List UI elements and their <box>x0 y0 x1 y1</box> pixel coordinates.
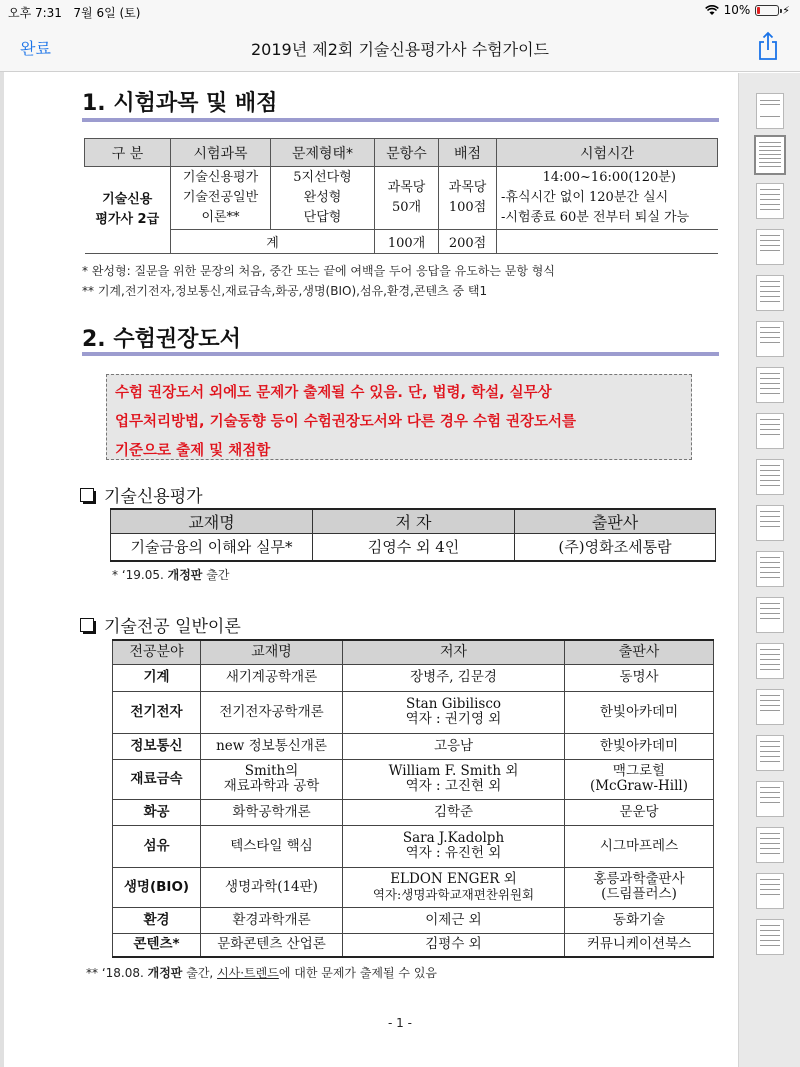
exam-subjects: 기술신용평가 기술전공일반 이론** <box>171 167 271 230</box>
page-thumbnail[interactable] <box>756 505 784 541</box>
status-bar <box>0 0 800 22</box>
page-number: - 1 - <box>388 1016 412 1030</box>
exam-subjects-table <box>84 138 718 254</box>
notice-box: 수험 권장도서 외에도 문제가 출제될 수 있음. 단, 법령, 학설, 실무상 업무처리방법, 기술동향 등이 수험권장도서와 다른 경우 수험 권장도서를 기준으로 출제 및 채점함 <box>106 374 692 460</box>
book-title: 기술금융의 이해와 실무* <box>111 534 313 561</box>
page-thumbnail[interactable] <box>756 321 784 357</box>
total-count: 100개 <box>375 230 439 254</box>
table-header: 교재명 <box>111 509 313 534</box>
page-thumbnail-current[interactable] <box>754 135 786 175</box>
table-header: 저자 <box>343 640 565 664</box>
subsection-tech-major: 기술전공 일반이론 <box>80 612 241 637</box>
section1-underline <box>82 118 719 122</box>
page-thumbnail[interactable] <box>756 367 784 403</box>
note-major-choice: ** 기계,전기전자,정보통신,재료금속,화공,생명(BIO),섬유,환경,콘텐츠 중 택1 <box>82 284 488 298</box>
page-thumbnail[interactable] <box>756 689 784 725</box>
page-thumbnail[interactable] <box>756 919 784 955</box>
table-header: 시험과목 <box>171 139 271 167</box>
tech-credit-book-table <box>110 508 716 562</box>
navigation-bar <box>0 22 800 72</box>
status-time: 오후 7:31 7월 6일 (토) <box>8 6 141 20</box>
page-thumbnail[interactable] <box>756 643 784 679</box>
battery-icon <box>755 5 779 16</box>
page-thumbnail[interactable] <box>756 873 784 909</box>
table-header: 문제형태* <box>271 139 375 167</box>
table-header: 출판사 <box>565 640 714 664</box>
charging-icon: ⚡ <box>782 3 790 17</box>
exam-category: 기술신용 평가사 2급 <box>85 167 171 254</box>
question-types: 5지선다형 완성형 단답형 <box>271 167 375 230</box>
page-thumbnail-sidebar[interactable] <box>738 73 800 1067</box>
score: 과목당 100점 <box>439 167 497 230</box>
checkbox-square-icon <box>80 618 94 632</box>
section1-title: 1. 시험과목 및 배점 <box>82 91 278 116</box>
table-header: 전공분야 <box>113 640 201 664</box>
page-thumbnail[interactable] <box>756 413 784 449</box>
page-thumbnail[interactable] <box>756 183 784 219</box>
table-header: 교재명 <box>201 640 343 664</box>
major-book-table <box>112 639 714 958</box>
table-row: 생명(BIO) 생명과학(14판) ELDON ENGER 외 역자:생명과학교재편찬위원회 홍릉과학출판사 (드림플러스) <box>113 867 714 907</box>
table-row: 기계 새기계공학개론 장병주, 김문경 동명사 <box>113 664 714 691</box>
table-header: 문항수 <box>375 139 439 167</box>
question-count: 과목당 50개 <box>375 167 439 230</box>
table-header: 구 분 <box>85 139 171 167</box>
page-thumbnail[interactable] <box>756 459 784 495</box>
page-thumbnail[interactable] <box>756 551 784 587</box>
table-row: 섬유 텍스타일 핵심 Sara J.Kadolph 역자 : 유진헌 외 시그마프레스 <box>113 825 714 867</box>
table-row: 전기전자 전기전자공학개론 Stan Gibilisco 역자 : 권기영 외 한빛아카데미 <box>113 691 714 733</box>
checkbox-square-icon <box>80 488 94 502</box>
page-thumbnail[interactable] <box>756 735 784 771</box>
exam-time: 14:00~16:00(120분) -휴식시간 없이 120분간 실시 -시험종료 60분 전부터 퇴실 가능 <box>497 167 718 230</box>
share-icon[interactable] <box>756 31 780 61</box>
page-thumbnail[interactable] <box>756 229 784 265</box>
page-thumbnail[interactable] <box>756 781 784 817</box>
section2-underline <box>82 352 719 356</box>
document-title: 2019년 제2회 기술신용평가사 수험가이드 <box>251 40 549 59</box>
page-thumbnail[interactable] <box>756 275 784 311</box>
table-row: 정보통신 new 정보통신개론 고응남 한빛아카데미 <box>113 733 714 759</box>
table-header: 배점 <box>439 139 497 167</box>
table-row: 콘텐츠* 문화콘텐츠 산업론 김평수 외 커뮤니케이션북스 <box>113 933 714 957</box>
battery-percent: 10% <box>723 3 751 17</box>
table-row: 화공 화학공학개론 김학준 문운당 <box>113 799 714 825</box>
table-header: 저 자 <box>313 509 515 534</box>
note-completion-type: * 완성형: 질문을 위한 문장의 처음, 중간 또는 끝에 여백을 두어 응답을 유도하는 문항 형식 <box>82 264 555 278</box>
table-row: 재료금속 Smith의 재료과학과 공학 William F. Smith 외 역자 : 고진현 외 맥그로힐 (McGraw-Hill) <box>113 759 714 799</box>
total-label: 계 <box>171 230 375 254</box>
table-row: 환경 환경과학개론 이제근 외 동화기술 <box>113 907 714 933</box>
section2-title: 2. 수험권장도서 <box>82 327 241 352</box>
subsection-tech-credit: 기술신용평가 <box>80 482 203 507</box>
tech-credit-note: * ‘19.05. 개정판 출간 <box>112 568 230 582</box>
total-score: 200점 <box>439 230 497 254</box>
table-header: 시험시간 <box>497 139 718 167</box>
book-author: 김영수 외 4인 <box>313 534 515 561</box>
book-publisher: (주)영화조세통람 <box>515 534 716 561</box>
wifi-icon <box>705 5 719 16</box>
table-header: 출판사 <box>515 509 716 534</box>
done-button[interactable]: 완료 <box>20 39 51 58</box>
page-thumbnail[interactable] <box>756 827 784 863</box>
major-book-note: ** ‘18.08. 개정판 출간, 시사·트렌드에 대한 문제가 출제될 수 있음 <box>86 966 438 980</box>
page-thumbnail[interactable] <box>756 93 784 129</box>
page-thumbnail[interactable] <box>756 597 784 633</box>
